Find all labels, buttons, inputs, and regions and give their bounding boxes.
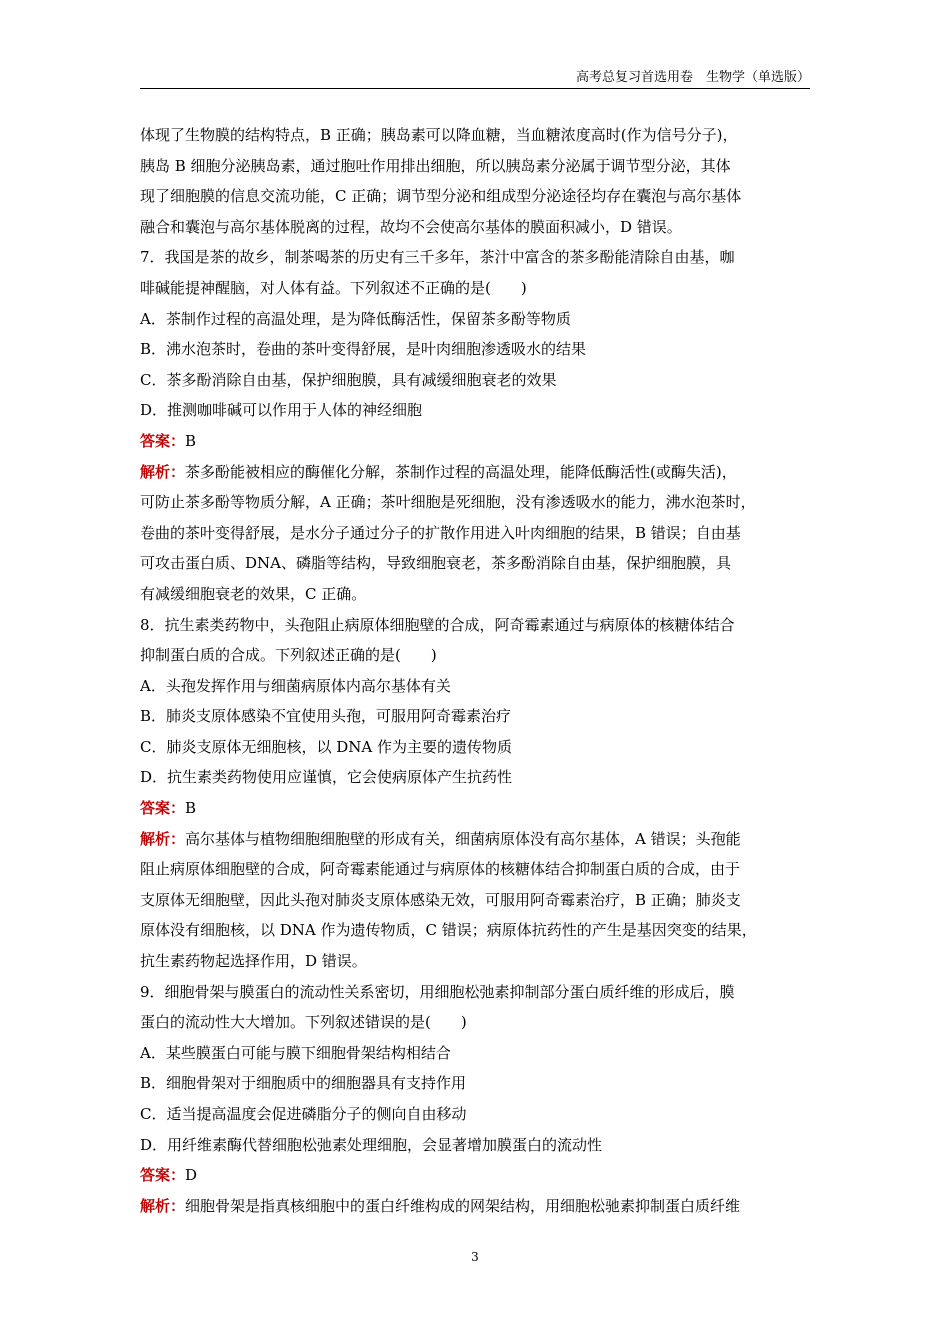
question-9-option-b: B．细胞骨架对于细胞质中的细胞器具有支持作用 xyxy=(140,1074,467,1093)
analysis-label: 解析： xyxy=(140,462,186,481)
question-9-stem: 9．细胞骨架与膜蛋白的流动性关系密切，用细胞松弛素抑制部分蛋白质纤维的形成后，膜 xyxy=(140,982,735,1001)
text-line: 可防止茶多酚等物质分解，A 正确；茶叶细胞是死细胞，没有渗透吸水的能力，沸水泡茶时， xyxy=(140,493,756,512)
question-9-analysis xyxy=(140,1191,820,1222)
question-8-option-d: D．抗生素类药物使用应谨慎，它会使病原体产生抗药性 xyxy=(140,768,513,787)
question-7-answer xyxy=(140,426,820,457)
question-9-option-c: C．适当提高温度会促进磷脂分子的侧向自由移动 xyxy=(140,1105,467,1123)
question-9-stem: 蛋白的流动性大大增加。下列叙述错误的是( ) xyxy=(140,1013,467,1032)
text-line: 有减缓细胞衰老的效果，C 正确。 xyxy=(140,584,367,603)
question-7-stem: 啡碱能提神醒脑，对人体有益。下列叙述不正确的是( ) xyxy=(140,278,527,297)
question-7-option-d: D．推测咖啡碱可以作用于人体的神经细胞 xyxy=(140,401,423,420)
analysis-label: 解析： xyxy=(140,1196,186,1215)
question-8-stem: 抑制蛋白质的合成。下列叙述正确的是( ) xyxy=(140,646,437,665)
question-9-answer xyxy=(140,1160,820,1191)
text-line: 阻止病原体细胞壁的合成，阿奇霉素能通过与病原体的核糖体结合抑制蛋白质的合成，由于 xyxy=(140,860,741,879)
text-line: 卷曲的茶叶变得舒展，是水分子通过分子的扩散作用进入叶肉细胞的结果，B 错误；自由基 xyxy=(140,523,741,542)
question-8-option-b: B．肺炎支原体感染不宜使用头孢，可服用阿奇霉素治疗 xyxy=(140,707,512,726)
answer-label: 答案： xyxy=(140,1166,186,1185)
text-line: 体现了生物膜的结构特点，B 正确；胰岛素可以降血糖，当血糖浓度高时(作为信号分子)， xyxy=(140,126,738,144)
question-8-option-c: C．肺炎支原体无细胞核，以 DNA 作为主要的遗传物质 xyxy=(140,737,512,756)
question-7-option-b: B．沸水泡茶时，卷曲的茶叶变得舒展，是叶肉细胞渗透吸水的结果 xyxy=(140,340,587,359)
answer-value: D xyxy=(185,1166,198,1185)
page-number: 3 xyxy=(471,1250,479,1264)
question-8-option-a: A．头孢发挥作用与细菌病原体内高尔基体有关 xyxy=(140,676,451,695)
text-line: 现了细胞膜的信息交流功能，C 正确；调节型分泌和组成型分泌途径均存在囊泡与高尔基体 xyxy=(140,187,742,206)
answer-label: 答案： xyxy=(140,431,186,450)
question-7-option-c: C．茶多酚消除自由基，保护细胞膜，具有减缓细胞衰老的效果 xyxy=(140,370,557,389)
analysis-label: 解析： xyxy=(140,829,186,848)
question-8-stem: 8．抗生素类药物中，头孢阻止病原体细胞壁的合成，阿奇霉素通过与病原体的核糖体结合 xyxy=(140,615,735,634)
question-7-option-a: A．茶制作过程的高温处理，是为降低酶活性，保留茶多酚等物质 xyxy=(140,309,571,328)
text-line: 抗生素药物起选择作用，D 错误。 xyxy=(140,952,367,971)
text-line: 融合和囊泡与高尔基体脱离的过程，故均不会使高尔基体的膜面积减小，D 错误。 xyxy=(140,217,682,236)
analysis-text: 细胞骨架是指真核细胞中的蛋白纤维构成的网架结构，用细胞松驰素抑制蛋白质纤维 xyxy=(185,1196,741,1215)
header-divider xyxy=(140,88,810,89)
document-body xyxy=(140,120,820,1221)
answer-value: B xyxy=(185,431,197,450)
question-7-analysis xyxy=(140,457,820,488)
text-line: 胰岛 B 细胞分泌胰岛素，通过胞吐作用排出细胞，所以胰岛素分泌属于调节型分泌，其体 xyxy=(140,156,731,175)
analysis-text: 高尔基体与植物细胞细胞壁的形成有关，细菌病原体没有高尔基体，A 错误；头孢能 xyxy=(185,829,741,848)
text-line: 支原体无细胞壁，因此头孢对肺炎支原体感染无效，可服用阿奇霉素治疗，B 正确；肺炎支 xyxy=(140,890,741,909)
question-9-option-d: D．用纤维素酶代替细胞松弛素处理细胞，会显著增加膜蛋白的流动性 xyxy=(140,1135,603,1154)
answer-value: B xyxy=(185,799,197,818)
question-8-answer xyxy=(140,793,820,824)
answer-label: 答案： xyxy=(140,799,186,818)
question-7-stem: 7．我国是茶的故乡，制茶喝茶的历史有三千多年，茶汁中富含的茶多酚能清除自由基，咖 xyxy=(140,248,735,267)
text-line: 可攻击蛋白质、DNA、磷脂等结构，导致细胞衰老，茶多酚消除自由基，保护细胞膜，具 xyxy=(140,554,731,573)
page-header: 高考总复习首选用卷 生物学（单选版） xyxy=(575,70,810,85)
text-line: 原体没有细胞核，以 DNA 作为遗传物质，C 错误；病原体抗药性的产生是基因突变的结果， xyxy=(140,921,757,940)
analysis-text: 茶多酚能被相应的酶催化分解，茶制作过程的高温处理，能降低酶活性(或酶失活)， xyxy=(185,462,737,481)
question-8-analysis xyxy=(140,824,820,855)
question-9-option-a: A．某些膜蛋白可能与膜下细胞骨架结构相结合 xyxy=(140,1043,451,1062)
